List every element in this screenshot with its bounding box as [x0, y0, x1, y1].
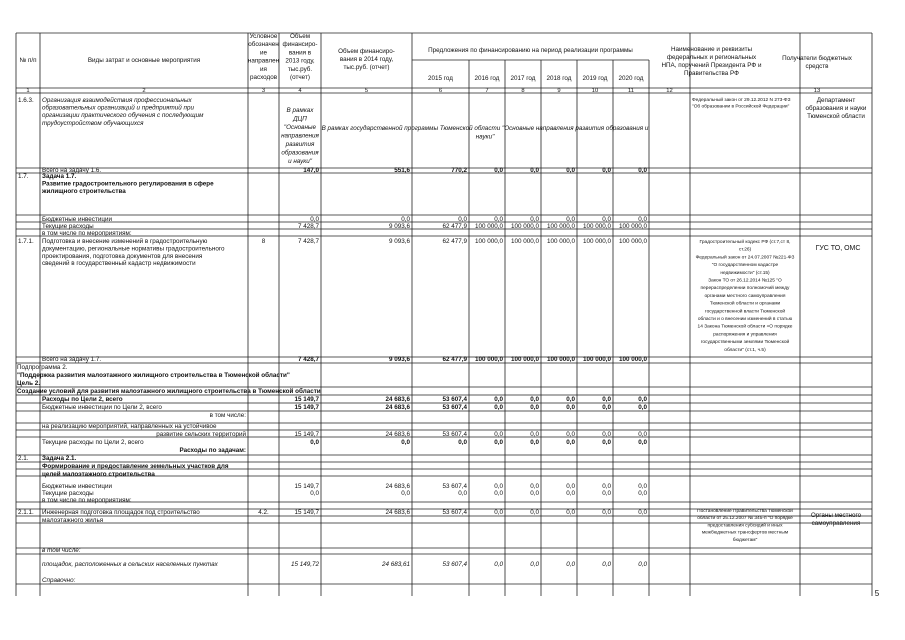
value-cell: 0,0 — [530, 439, 539, 446]
npa-text: бюджетам" — [732, 537, 758, 543]
header-recipients: средств — [805, 63, 829, 70]
value-cell: 53 607,4 — [442, 509, 467, 516]
header-2014: Объем финансиро- — [338, 48, 395, 55]
value-cell: 15 149,7 — [294, 509, 319, 516]
value-cell: 147,0 — [303, 167, 319, 174]
row-label: площадок, расположенных в сельских населенных пунктах — [42, 561, 218, 568]
code-cell: 4.2. — [258, 509, 269, 516]
row-number: 2.1.1. — [18, 509, 34, 516]
goal-title: Создание условий для развития малоэтажного жилищного строительства в Тюменской области — [17, 388, 321, 395]
npa-text: Градостроительный кодекс РФ (ст.7,ст 8, — [699, 240, 791, 245]
row-label: Расходы по задачам: — [179, 447, 246, 454]
value-cell: 0,0 — [494, 404, 503, 411]
dcp-note: развития — [285, 141, 315, 148]
value-cell: 24 683,6 — [385, 431, 410, 438]
value-cell: 53 607,4 — [442, 561, 467, 568]
subprogram-title: "Поддержка развития малоэтажного жилищного строительства в Тюменской области" — [17, 372, 290, 379]
value-cell: 53 607,4 — [442, 483, 467, 490]
value-cell: 0,0 — [458, 490, 467, 497]
total-label: Всего на задачу 1.6. — [42, 167, 102, 174]
header-year: 2019 год — [582, 75, 608, 82]
row-label: Расходы по Цели 2, всего — [42, 396, 123, 403]
npa-text: предоставления субсидий и иных — [707, 523, 783, 529]
column-number: 8 — [521, 88, 525, 94]
value-cell: 0,0 — [602, 561, 611, 568]
activity-text: организации практического обучения с последующим — [42, 112, 204, 120]
dcp-note: и науки" — [288, 158, 312, 165]
npa-text: "О государственном кадастре — [711, 263, 779, 269]
column-number: 2 — [142, 88, 146, 94]
header-number: № п/п — [19, 57, 37, 64]
value-cell: 0,0 — [638, 404, 647, 411]
value-cell: 9 093,6 — [388, 356, 410, 363]
header-code: Условное — [249, 33, 278, 40]
dcp-note: направления — [281, 132, 319, 140]
header-2013: финансиро- — [282, 41, 318, 49]
dcp-note: В рамках — [286, 107, 314, 114]
task-text: Задача 2.1. — [42, 455, 77, 462]
value-cell: 0,0 — [638, 509, 647, 516]
column-number: 3 — [261, 88, 266, 94]
row-number: 2.1. — [18, 455, 29, 462]
npa-text: "Об образовании в Российской Федерации" — [692, 104, 790, 110]
value-cell: 0,0 — [638, 561, 647, 568]
value-cell: 0,0 — [530, 396, 539, 403]
value-cell: 100 000,0 — [618, 356, 647, 363]
value-cell: 100 000,0 — [474, 356, 503, 363]
value-cell: 0,0 — [310, 216, 319, 223]
value-cell: 0,0 — [494, 431, 503, 438]
value-cell: 0,0 — [401, 216, 410, 223]
npa-text: Федеральный закон от 29.12.2012 N 273-ФЗ — [692, 98, 791, 103]
activity-text: малоэтажного жилья — [42, 517, 104, 524]
activity-text: Подготовка и внесение изменений в градостроительную — [42, 238, 208, 245]
header-year: 2017 год — [510, 75, 536, 82]
value-cell: 0,0 — [401, 490, 410, 497]
header-recipients: Получатели бюджетных — [782, 55, 852, 62]
value-cell: 0,0 — [530, 561, 539, 568]
page-number: 5 — [874, 589, 880, 598]
value-cell: 24 683,6 — [385, 483, 410, 490]
recipient-text: Тюменской области — [807, 113, 865, 120]
value-cell: 0,0 — [638, 490, 647, 497]
value-cell: 53 607,4 — [442, 396, 467, 403]
npa-text: Федеральный закон от 24.07.2007 №221-ФЗ — [695, 255, 795, 261]
activity-text: Инженерная подготовка площадок под строительство — [42, 509, 200, 516]
row-label: на реализацию мероприятий, направленных на устойчивое — [42, 423, 217, 430]
value-cell: 0,0 — [494, 216, 503, 223]
header-2013: вания в — [288, 49, 312, 57]
value-cell: 0,0 — [638, 431, 647, 438]
value-cell: 0,0 — [530, 431, 539, 438]
value-cell: 100 000,0 — [546, 356, 575, 363]
value-cell: 24 683,6 — [385, 404, 410, 411]
value-cell: 24 683,6 — [385, 509, 410, 516]
value-cell: 0,0 — [494, 167, 503, 174]
value-cell: 24 683,6 — [385, 396, 410, 403]
column-number: 7 — [485, 88, 489, 94]
header-code: направлен — [247, 57, 280, 65]
value-cell: 15 149,7 — [294, 483, 319, 490]
value-cell: 100 000,0 — [582, 223, 611, 230]
npa-text: государственной власти Тюменской — [704, 309, 786, 315]
value-cell: 0,0 — [566, 216, 575, 223]
value-cell: 100 000,0 — [510, 238, 539, 245]
column-number: 6 — [438, 88, 443, 94]
activity-text: проектирования, подготовка документов для внесения — [42, 252, 203, 260]
value-cell: 62 477,9 — [442, 223, 467, 230]
header-year: 2015 год — [428, 75, 453, 82]
value-cell: 0,0 — [602, 396, 611, 403]
dcp-note: "Основные — [283, 124, 317, 131]
header-code: ие — [259, 49, 268, 57]
header-code: обозначен — [248, 41, 279, 49]
header-2013: Объем — [289, 33, 311, 40]
npa-text: Закон ТО от 26.12.2014 №125 "О — [708, 278, 782, 284]
state-program-note: В рамках государственной программы Тюменской области "Основные направления развития образования и — [321, 125, 649, 132]
row-label: Текущие расходы — [42, 490, 94, 497]
value-cell: 0,0 — [638, 483, 647, 490]
value-cell: 0,0 — [401, 439, 410, 446]
header-npa: НПА, поручений Президента РФ и — [661, 62, 762, 69]
header-npa: Наименование и реквизиты — [670, 46, 753, 53]
header-npa: федеральных и региональных — [666, 54, 757, 61]
row-number: 1.6.3. — [18, 97, 34, 104]
activity-text: документацию, региональные нормативы градостроительного — [42, 245, 225, 253]
value-cell: 0,0 — [494, 509, 503, 516]
column-number: 5 — [364, 88, 369, 94]
goal-heading: Цель 2. — [17, 380, 41, 387]
value-cell: 7 428,7 — [297, 238, 319, 245]
row-label: в том числе по мероприятиям: — [42, 230, 132, 237]
value-cell: 0,0 — [566, 167, 575, 174]
value-cell: 0,0 — [494, 561, 503, 568]
column-number: 9 — [557, 88, 561, 94]
value-cell: 53 607,4 — [442, 431, 467, 438]
value-cell: 100 000,0 — [510, 223, 539, 230]
value-cell: 0,0 — [602, 216, 611, 223]
value-cell: 53 607,4 — [442, 404, 467, 411]
value-cell: 0,0 — [602, 404, 611, 411]
row-number: 1.7. — [18, 173, 29, 180]
recipient-text: образования и науки — [805, 105, 867, 112]
header-2014: вания в 2014 году, — [339, 56, 394, 63]
value-cell: 0,0 — [602, 490, 611, 497]
value-cell: 100 000,0 — [474, 223, 503, 230]
value-cell: 0,0 — [638, 396, 647, 403]
activity-text: трудоустройством обучающихся — [42, 119, 144, 127]
header-proposals: Предложения по финансированию на период реализации программы — [428, 47, 633, 54]
npa-text: государственными землями Тюменской — [700, 340, 790, 346]
value-cell: 15 149,7 — [294, 396, 319, 403]
dcp-note: ДЦП — [293, 115, 307, 123]
value-cell: 100 000,0 — [618, 223, 647, 230]
npa-text: органами местного самоуправления — [704, 293, 786, 299]
value-cell: 0,0 — [566, 431, 575, 438]
npa-text: 14 Закона Тюменской области «О порядке — [697, 324, 793, 330]
value-cell: 0,0 — [458, 439, 467, 446]
value-cell: 0,0 — [566, 439, 575, 446]
value-cell: 0,0 — [530, 509, 539, 516]
value-cell: 0,0 — [566, 561, 575, 568]
header-year: 2018 год — [546, 75, 572, 82]
row-label: Справочно: — [42, 577, 76, 584]
value-cell: 9 093,6 — [388, 238, 410, 245]
row-label: Бюджетные инвестиции — [42, 483, 112, 490]
header-year: 2016 год — [474, 75, 500, 82]
npa-text: недвижимости" (ст.15) — [720, 270, 770, 276]
value-cell: 0,0 — [602, 509, 611, 516]
value-cell: 15 149,7 — [294, 431, 319, 438]
value-cell: 0,0 — [530, 490, 539, 497]
column-number: 1 — [26, 88, 30, 94]
value-cell: 0,0 — [566, 404, 575, 411]
value-cell: 7 428,7 — [297, 356, 319, 363]
value-cell: 24 683,61 — [381, 561, 410, 568]
task-text: Задача 1.7. — [42, 173, 77, 180]
task-text: целей малоэтажного строительства — [42, 471, 155, 478]
total-label: Всего на задачу 1.7. — [42, 356, 102, 363]
recipient-text: Департамент — [816, 97, 856, 104]
activity-text: образовательных организаций и предприятий при — [42, 104, 194, 112]
value-cell: 0,0 — [566, 483, 575, 490]
value-cell: 100 000,0 — [618, 238, 647, 245]
value-cell: 100 000,0 — [546, 238, 575, 245]
value-cell: 0,0 — [566, 509, 575, 516]
recipient-text: самоуправления — [811, 520, 861, 527]
dcp-note: образования — [281, 149, 319, 157]
row-number: 1.7.1. — [18, 238, 34, 245]
row-label: в том числе: — [42, 547, 81, 554]
npa-text: Постановление Правительства Тюменской — [697, 509, 793, 514]
row-label: Бюджетные инвестиции по Цели 2, всего — [42, 404, 162, 411]
value-cell: 100 000,0 — [582, 356, 611, 363]
value-cell: 0,0 — [602, 483, 611, 490]
value-cell: 62 477,9 — [442, 238, 467, 245]
npa-text: области от 25.12.2007 № 345-п "О порядке — [697, 516, 793, 522]
row-label: Текущие расходы по Цели 2, всего — [42, 439, 144, 446]
activity-text: Организация взаимодействия профессиональных — [42, 97, 192, 104]
value-cell: 0,0 — [638, 216, 647, 223]
value-cell: 0,0 — [638, 167, 647, 174]
recipient-text: ГУС ТО, ОМС — [815, 245, 861, 252]
column-number: 13 — [813, 88, 821, 94]
value-cell: 0,0 — [530, 404, 539, 411]
npa-text: Тюменской области и органами — [709, 301, 781, 307]
column-number: 12 — [666, 88, 673, 94]
value-cell: 15 149,7 — [294, 404, 319, 411]
row-label: в том числе: — [209, 412, 246, 419]
npa-text: перераспределении полномочий между — [700, 286, 790, 292]
value-cell: 0,0 — [566, 396, 575, 403]
task-text: жилищного строительства — [42, 188, 126, 196]
value-cell: 0,0 — [530, 216, 539, 223]
npa-text: области и о внесении изменений в статью — [697, 317, 793, 322]
column-number: 4 — [298, 88, 302, 94]
value-cell: 0,0 — [494, 396, 503, 403]
header-year: 2020 год — [618, 75, 644, 82]
value-cell: 0,0 — [638, 439, 647, 446]
npa-text: распоряжения и управления — [713, 332, 777, 338]
value-cell: 0,0 — [310, 439, 319, 446]
subprogram-heading: Подпрограмма 2. — [17, 364, 68, 371]
value-cell: 551,6 — [394, 167, 410, 174]
value-cell: 0,0 — [494, 490, 503, 497]
value-cell: 9 093,6 — [388, 223, 410, 230]
value-cell: 0,0 — [602, 431, 611, 438]
column-number: 10 — [591, 88, 599, 94]
value-cell: 0,0 — [310, 490, 319, 497]
header-code: расходов — [249, 74, 278, 81]
state-program-note: науки" — [475, 133, 495, 141]
value-cell: 100 000,0 — [582, 238, 611, 245]
task-text: Развитие градостроительного регулирования в сфере — [42, 180, 214, 188]
header-2013: тыс.руб. — [287, 65, 313, 73]
npa-text: области" (ст.1, ч.5) — [724, 347, 766, 353]
row-label: в том числе по мероприятиям: — [42, 497, 132, 504]
value-cell: 770,2 — [451, 167, 467, 174]
value-cell: 0,0 — [494, 439, 503, 446]
header-npa: Правительства РФ — [684, 70, 739, 77]
value-cell: 0,0 — [602, 439, 611, 446]
npa-text: межбюджетных трансфертов местным — [701, 530, 789, 536]
header-2013: (отчет) — [290, 74, 310, 81]
value-cell: 100 000,0 — [510, 356, 539, 363]
row-label: Текущие расходы — [42, 223, 94, 230]
value-cell: 100 000,0 — [474, 238, 503, 245]
header-2013: 2013 году, — [285, 57, 315, 65]
code-cell: 8 — [261, 238, 266, 245]
row-label: развитие сельских территорий — [156, 431, 246, 438]
value-cell: 0,0 — [566, 490, 575, 497]
activity-text: сведений в государственный кадастр недвижимости — [42, 260, 196, 268]
value-cell: 62 477,9 — [442, 356, 467, 363]
header-types: Виды затрат и основные мероприятия — [87, 57, 201, 64]
header-2014: тыс.руб. (отчет) — [343, 64, 390, 71]
row-label: Бюджетные инвестиции — [42, 216, 112, 223]
recipient-text: Органы местного — [810, 512, 862, 519]
value-cell: 100 000,0 — [546, 223, 575, 230]
value-cell: 0,0 — [602, 167, 611, 174]
value-cell: 0,0 — [530, 483, 539, 490]
value-cell: 7 428,7 — [297, 223, 319, 230]
column-number: 11 — [627, 88, 635, 94]
task-text: Формирование и предоставление земельных участков для — [42, 463, 229, 470]
value-cell: 0,0 — [530, 167, 539, 174]
value-cell: 15 149,72 — [290, 561, 319, 568]
value-cell: 0,0 — [494, 483, 503, 490]
header-code: ия — [260, 65, 267, 73]
npa-text: ст.26) — [738, 247, 752, 253]
value-cell: 0,0 — [458, 216, 467, 223]
